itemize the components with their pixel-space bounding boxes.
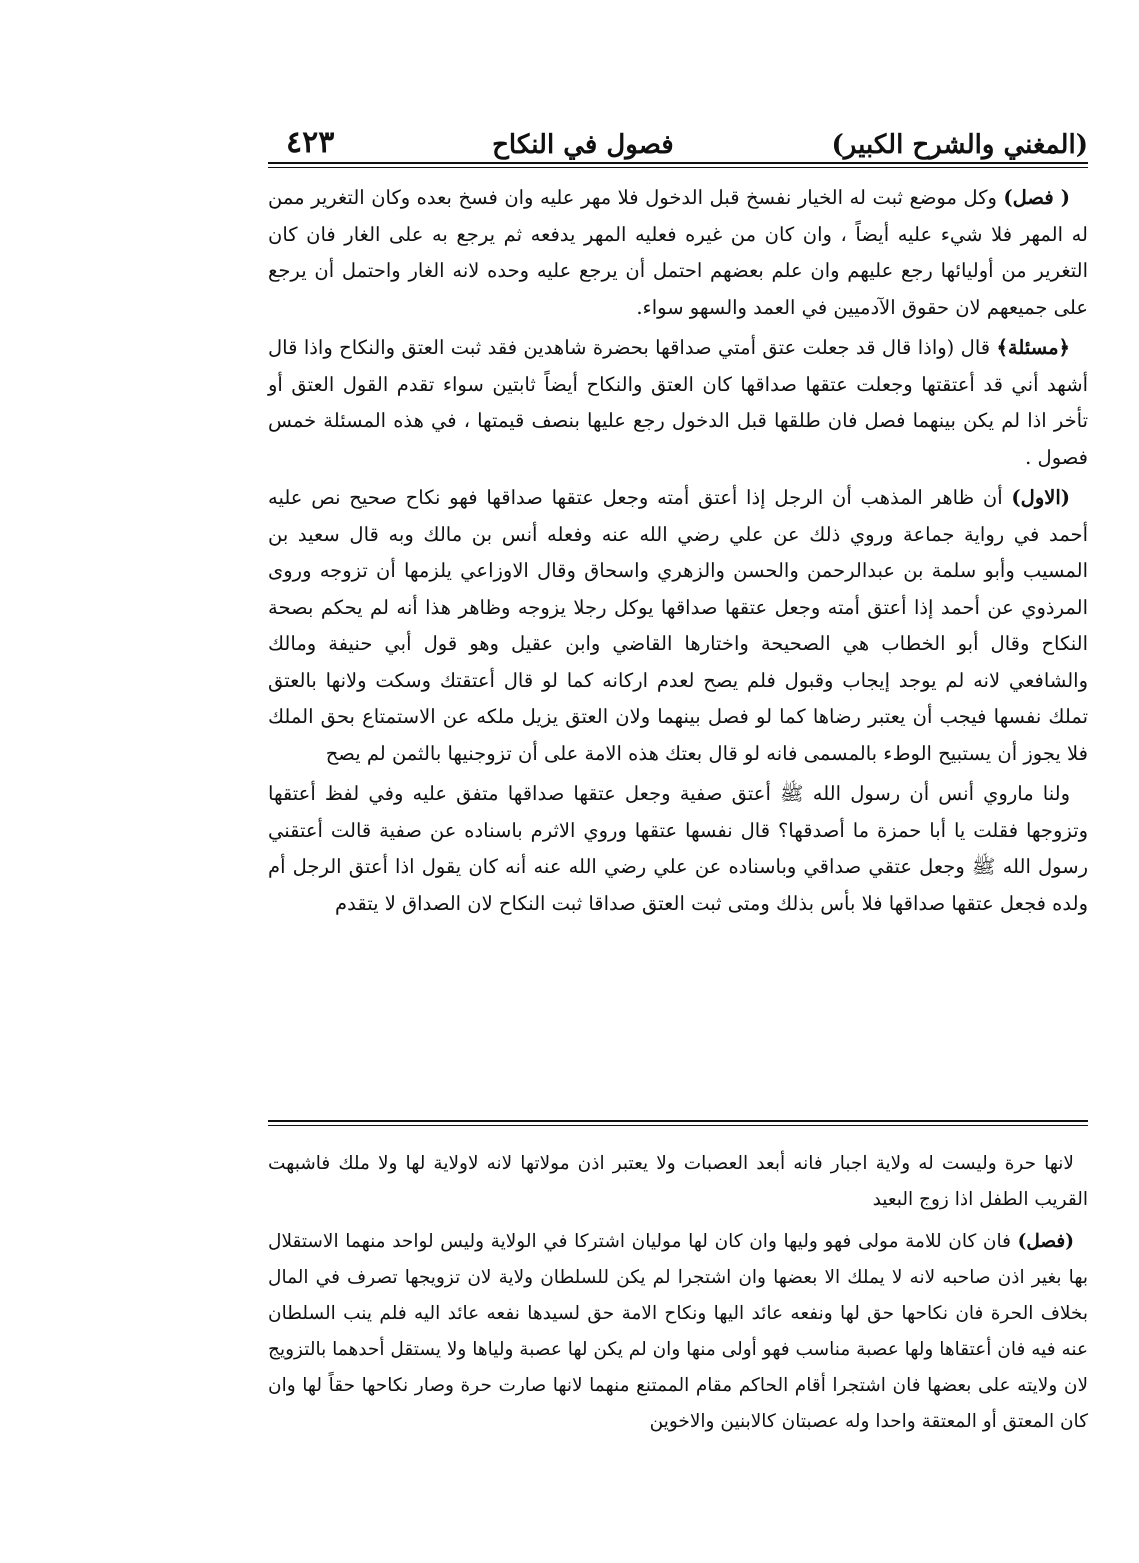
page-header <box>268 118 1088 160</box>
paragraph-faslmahr <box>268 180 1088 326</box>
page-number: ٤٢٣ <box>286 125 335 160</box>
section-separator <box>268 1120 1088 1130</box>
paragraph-body: وكل موضع ثبت له الخيار نفسخ قبل الدخول فلا مهر عليه وان فسخ بعده وكان التغرير ممن له المهر فلا شيء عليه أيضاً ، وان كان من غيره فعليه المهر يدفعه ثم يرجع به على الغار فان كان التغرير من أوليائها رجع عليهم وان علم بعضهم احتمل أن يرجع عليه وحده لانه الغار واحتمل أن يرجع على جميعهم لان حقوق الآدميين في العمد والسهو سواء. <box>268 186 1088 319</box>
book-title: (المغني والشرح الكبير) <box>831 130 1088 160</box>
paragraph-body: فان كان للامة مولى فهو وليها وان كان لها موليان اشتركا في الولاية وليس لواحد منهما الاستقلال بها بغير اذن صاحبه لانه لا يملك الا بعضها وان اشتجرا لم يكن للسلطان ولاية لان تزويجها تصرف في المال بخلاف الحرة فان نكاحها حق لها ونفعه عائد اليها ونكاح الامة حق لسيدها نفعه عائد اليه فلم ينب السلطان عنه فيه فان أعتقاها ولها عصبة مناسب فهو أولى منها وان لم يكن لها عصبة ولياها ولا يستقل أحدهما بالتزويج لان ولايته على بعضها فان اشتجرا أقام الحاكم مقام الممتنع منهما لانها صارت حرة وصار نكاحها حقاً لها وان كان المعتق أو المعتقة واحدا وله عصبتان كالابنين والاخوين <box>268 1231 1088 1432</box>
chapter-title: فصول في النكاح <box>492 130 674 160</box>
separator-thick <box>268 1120 1088 1122</box>
paragraph-body: لانها حرة وليست له ولاية اجبار فانه أبعد العصبات ولا يعتبر اذن مولاتها لانه لاولاية لها ولا ملك فاشبهت القريب الطفل اذا زوج البعيد <box>268 1153 1088 1210</box>
paragraph-lead: (الاول) <box>1011 486 1070 509</box>
header-rule <box>268 158 1088 176</box>
book-page <box>268 118 1088 1478</box>
paragraph-lead: ( فصل) <box>1003 186 1070 209</box>
paragraph-body: قال (واذا قال قد جعلت عتق أمتي صداقها بحضرة شاهدين فقد ثبت العتق والنكاح واذا قال أشهد أني قد أعتقتها وجعلت عتقها صداقها كان العتق والنكاح أيضاً ثابتين سواء تقدم القول العتق أو تأخر اذا لم يكن بينهما فصل فان طلقها قبل الدخول رجع عليها بنصف قيمتها ، في هذه المسئلة خمس فصول . <box>268 336 1088 469</box>
paragraph-body: أن ظاهر المذهب أن الرجل إذا أعتق أمته وجعل عتقها صداقها فهو نكاح صحيح نص عليه أحمد في رواية جماعة وروي ذلك عن علي رضي الله عنه وفعله أنس بن مالك وبه قال سعيد بن المسيب وأبو سلمة بن عبدالرحمن والحسن والزهري واسحاق وقال الاوزاعي يلزمها أن تزوجه وروى المرذوي عن أحمد إذا أعتق أمته وجعل عتقها صداقها يوكل رجلا يزوجه وظاهر هذا أنه لم يحكم بصحة النكاح وقال أبو الخطاب هي الصحيحة واختارها القاضي وابن عقيل وهو قول أبي حنيفة ومالك والشافعي لانه لم يوجد إيجاب وقبول فلم يصح لعدم اركانه كما لو قال أعتقتك وسكت ولانها بالعتق تملك نفسها فيجب أن يعتبر رضاها كما لو فصل بينهما ولان العتق يزيل ملكه عن الاستمتاع بحق الملك فلا يجوز أن يستبيح الوطء بالمسمى فانه لو قال بعتك هذه الامة على أن تزوجنيها بالثمن لم يصح <box>268 486 1088 765</box>
paragraph-lead: ﴿مسئلة﴾ <box>996 336 1070 359</box>
paragraph-lead: (فصل) <box>1017 1231 1074 1252</box>
main-text <box>268 180 1088 926</box>
lower-paragraph-fasl <box>268 1224 1088 1440</box>
paragraph-walana <box>268 776 1088 922</box>
separator-thin <box>268 1125 1088 1126</box>
paragraph-awwal <box>268 480 1088 772</box>
paragraph-masala <box>268 330 1088 476</box>
lower-text <box>268 1146 1088 1446</box>
paragraph-body: ولنا ماروي أنس أن رسول الله ﷺ أعتق صفية وجعل عتقها صداقها متفق عليه وفي لفظ أعتقها وتزوجها فقلت يا أبا حمزة ما أصدقها؟ قال نفسها عتقها وروي الاثرم باسناده عن صفية قالت أعتقني رسول الله ﷺ وجعل عتقي صداقي وباسناده عن علي رضي الله عنه أنه كان يقول اذا أعتق الرجل أم ولده فجعل عتقها صداقها فلا بأس بذلك ومتى ثبت العتق صداقا ثبت النكاح لان الصداق لا يتقدم <box>268 782 1088 915</box>
header-rule-thin <box>268 167 1088 168</box>
lower-paragraph-continuation <box>268 1146 1088 1218</box>
header-rule-thick <box>268 162 1088 164</box>
